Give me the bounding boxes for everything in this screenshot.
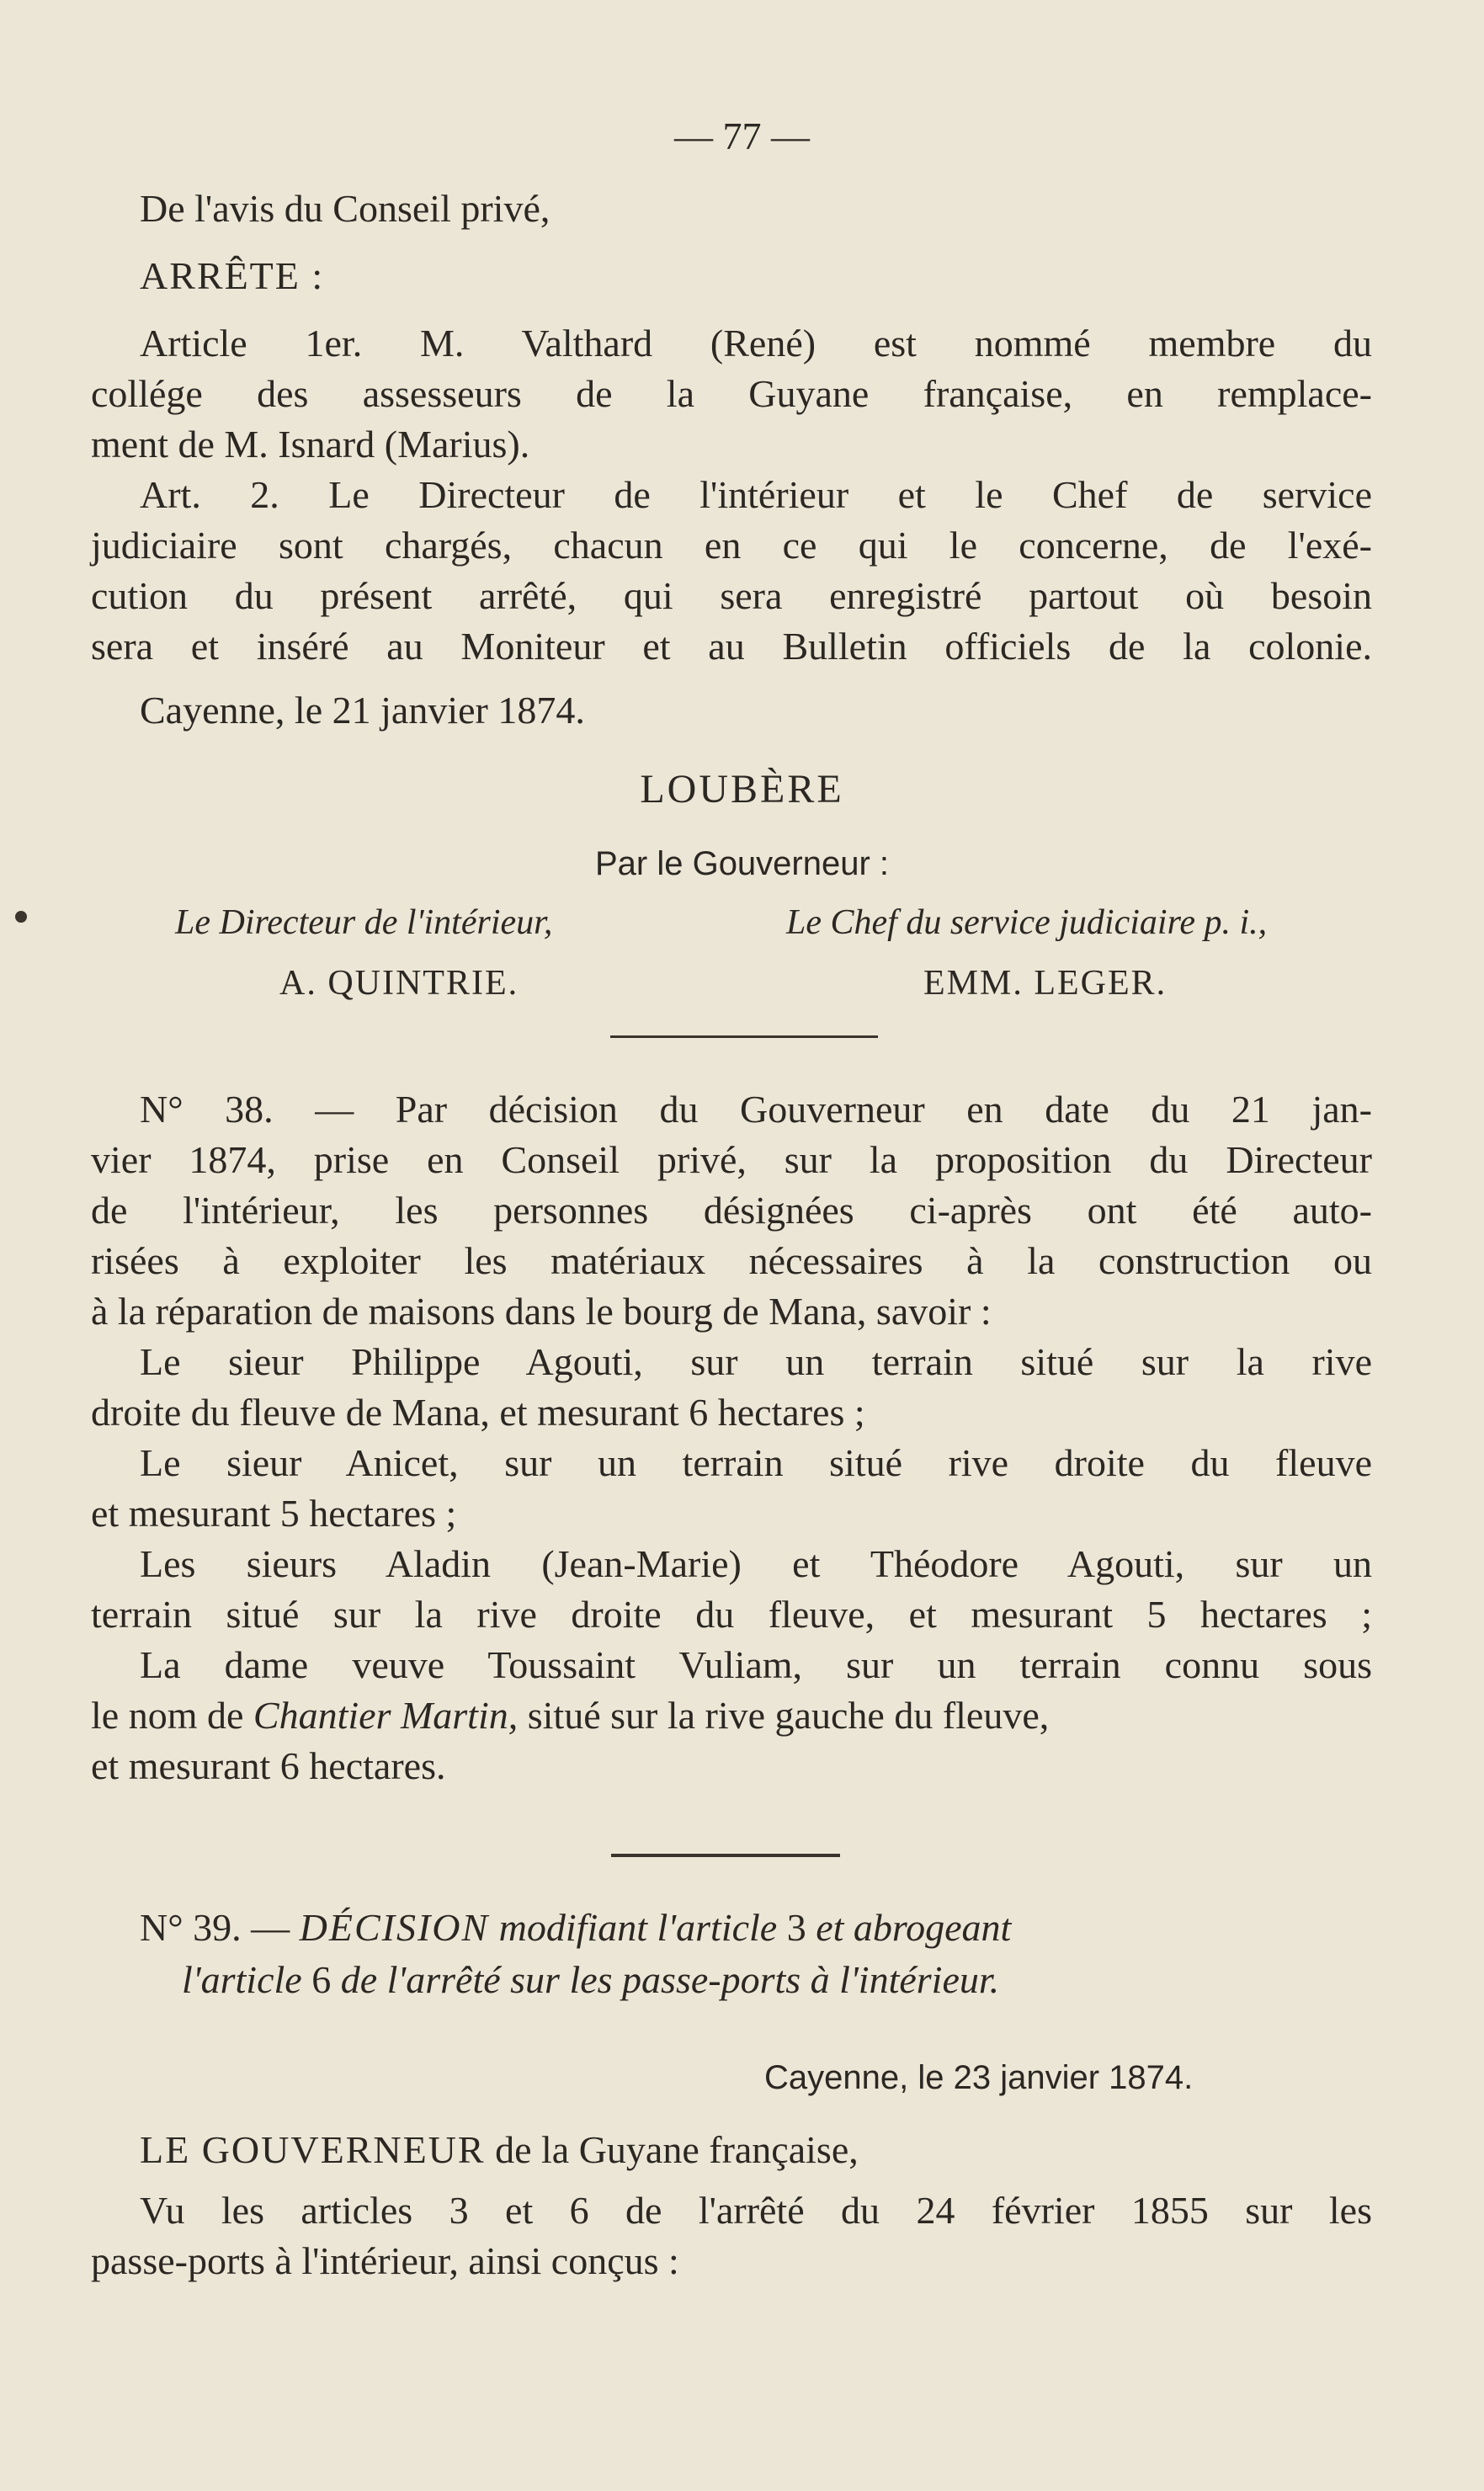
article-2-line: Art. 2. Le Directeur de l'intérieur et le Chef de service [140, 473, 1372, 516]
decision-39-number: N° 39. — [140, 1906, 300, 1949]
article-1-line: Article 1er. M. Valthard (René) est nommé membre du [140, 322, 1372, 365]
title-text: de l'arrêté sur les passe-ports à l'intérieur. [331, 1958, 1000, 2001]
vuliam-line: La dame veuve Toussaint Vuliam, sur un terrain connu sous [140, 1643, 1372, 1686]
arrete-heading: ARRÊTE : [140, 254, 325, 297]
agouti-line: Le sieur Philippe Agouti, sur un terrain situé sur la rive [140, 1340, 1372, 1383]
chantier-name: Chantier Martin, [253, 1694, 519, 1737]
article-2-line: judiciaire sont chargés, chacun en ce qui le concerne, de l'exé- [91, 524, 1372, 567]
vuliam-suffix: situé sur la rive gauche du fleuve, [518, 1694, 1050, 1737]
decision-38-line: de l'intérieur, les personnes désignées ci-après ont été auto- [91, 1189, 1372, 1232]
section-separator [611, 1854, 840, 1857]
judicial-chief-title: Le Chef du service judiciaire p. i., [786, 903, 1268, 942]
article-2-line: sera et inséré au Moniteur et au Bulletin officiels de la colonie. [91, 625, 1372, 668]
article-number: 6 [311, 1958, 332, 2001]
decision-word: DÉCISION [299, 1906, 490, 1949]
gouverneur-title: LE GOUVERNEUR [140, 2128, 486, 2171]
anicet-line: et mesurant 5 hectares ; [91, 1492, 457, 1535]
decision-38-line: risées à exploiter les matériaux nécessaires à la construction ou [91, 1239, 1372, 1282]
vu-line: Vu les articles 3 et 6 de l'arrêté du 24 février 1855 sur les [140, 2189, 1372, 2232]
decision-38-line: N° 38. — Par décision du Gouverneur en date du 21 jan- [140, 1088, 1372, 1131]
avis-line: De l'avis du Conseil privé, [140, 187, 551, 230]
decision-38-line: vier 1874, prise en Conseil privé, sur la proposition du Directeur [91, 1138, 1372, 1181]
page-number: — 77 — [674, 114, 810, 157]
title-text: l'article [182, 1958, 312, 2001]
decision-39-heading [182, 1956, 999, 2004]
decision-39-date: Cayenne, le 23 janvier 1874. [764, 2059, 1194, 2096]
gouverneur-suffix: de la Guyane française, [485, 2128, 859, 2171]
aladin-line: Les sieurs Aladin (Jean-Marie) et Théodore Agouti, sur un [140, 1542, 1372, 1585]
par-le-gouverneur: Par le Gouverneur : [594, 845, 890, 882]
judicial-chief-name: EMM. LEGER. [923, 964, 1168, 1003]
article-1-line: ment de M. Isnard (Marius). [91, 423, 530, 466]
title-text: et abrogeant [806, 1906, 1012, 1949]
aladin-line: terrain situé sur la rive droite du fleuve, et mesurant 5 hectares ; [91, 1593, 1372, 1636]
vuliam-line: et mesurant 6 hectares. [91, 1744, 446, 1787]
director-title: Le Directeur de l'intérieur, [175, 903, 553, 942]
director-name: A. QUINTRIE. [279, 964, 519, 1003]
article-1-line: collége des assesseurs de la Guyane française, en remplace- [91, 372, 1372, 415]
gouverneur-line [140, 2126, 859, 2174]
vuliam-line [91, 1692, 1372, 1739]
title-text: modifiant l'article [489, 1906, 787, 1949]
anicet-line: Le sieur Anicet, sur un terrain situé rive droite du fleuve [140, 1441, 1372, 1484]
article-number: 3 [786, 1906, 806, 1949]
section-separator [610, 1035, 878, 1038]
decision-39-heading [140, 1904, 1011, 1951]
agouti-line: droite du fleuve de Mana, et mesurant 6 hectares ; [91, 1391, 865, 1434]
ink-spot [15, 911, 27, 923]
vu-line: passe-ports à l'intérieur, ainsi conçus : [91, 2239, 679, 2282]
article-2-line: cution du présent arrêté, qui sera enregistré partout où besoin [91, 574, 1372, 617]
decree-date: Cayenne, le 21 janvier 1874. [140, 689, 585, 732]
decision-38-line: à la réparation de maisons dans le bourg de Mana, savoir : [91, 1290, 992, 1333]
vuliam-prefix: le nom de [91, 1694, 253, 1737]
signatory-name: LOUBÈRE [640, 767, 844, 812]
